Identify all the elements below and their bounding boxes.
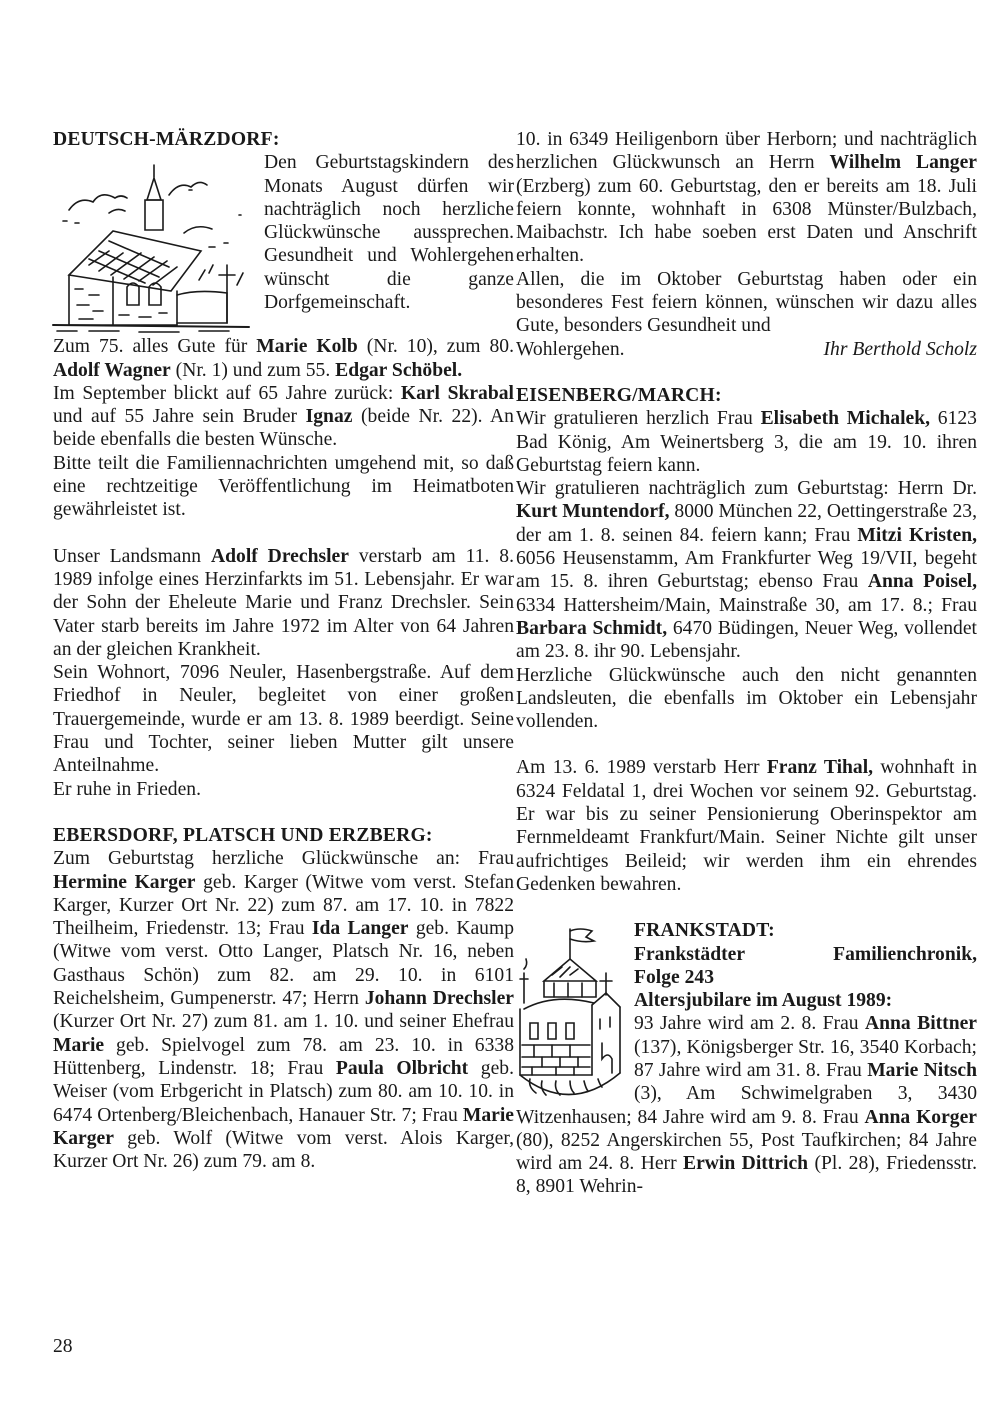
greeting-paragraph: Herzliche Glückwünsche auch den nicht genannten Landsleuten, die ebenfalls im Oktober ein Lebensjahr vollenden. bbox=[516, 664, 977, 733]
person-name: Adolf Drechsler bbox=[210, 545, 349, 567]
section-heading-ebersdorf: EBERSDORF, PLATSCH UND ERZBERG: bbox=[53, 824, 433, 846]
birthday-paragraph: Wir gratulieren nachträglich zum Geburtstag: Herrn Dr. Kurt Muntendorf, 8000 München 22, Oettingerstraße 23, der am 1. 8. seinen 84. feiern kann; Frau Mitzi Kristen, 6056 Heusenstamm, Am Frankfurter Weg 19/VII, begeht am 15. 8. ihren Geburtstag; ebenso Frau Anna Poisel, 6334 Hattersheim/Main, Mainstraße 30, am 17. 8.; Frau Barbara Schmidt, 6470 Büdingen, Neuer Weg, vollendet am 23. 8. ihr 90. Lebensjahr. bbox=[516, 478, 977, 663]
notice-paragraph: Bitte teilt die Familiennachrichten umgehend mit, so daß eine rechtzeitige Veröffentlichung im Heimatboten gewährleistet ist. bbox=[53, 452, 514, 521]
person-name: Anna Korger bbox=[864, 1106, 977, 1128]
chronicle-subheading: Frankstädter Familienchronik, bbox=[634, 943, 977, 965]
person-name: Marie bbox=[53, 1034, 105, 1056]
person-name: Hermine Karger bbox=[53, 871, 196, 893]
chronicle-episode: Folge 243 bbox=[634, 966, 714, 988]
person-name: Erwin Dittrich bbox=[683, 1153, 809, 1175]
jubilee-subheading: Altersjubilare im August 1989: bbox=[634, 990, 893, 1012]
person-name: Mitzi Kristen, bbox=[857, 524, 977, 546]
obituary-paragraph: Sein Wohnort, 7096 Neuler, Hasenbergstraße. Auf dem Friedhof in Neuler, begleitet von einer großen Trauergemeinde, wurde er am 13. 8. 1989 beerdigt. Seine Frau und Tochter, seiner lieben Mutter gilt unsere Anteilnahme. bbox=[53, 662, 514, 777]
birthday-paragraph: Zum Geburtstag herzliche Glückwünsche an: Frau Hermine Karger geb. Karger (Witwe vom verst. Stefan Karger, Kurzer Ort Nr. 22) zum 87. am 17. 10. in 7822 Theilheim, Friedenstr. 13; Frau Ida Langer geb. Kaump (Witwe vom verst. Otto Langer, Platsch Nr. 16, neben Gasthaus Schön) zum 82. am 29. 10. in 6101 Reichelsheim, Gumpenerstr. 47; Herrn Johann Drechsler (Kurzer Ort Nr. 27) zum 81. am 1. 10. und seiner Ehefrau Marie geb. Spielvogel zum 78. am 23. 10. in 6338 Hüttenberg, Lindenstr. 18; Frau Paula Olbricht geb. Weiser (vom Erbgericht in Platsch) zum 80. am 10. 10. in 6474 Ortenberg/Bleichenbach, Hanauer Str. 7; Frau Marie Karger geb. Wolf (Witwe vom verst. Alois Karger, Kurzer Ort Nr. 26) zum 79. am 8. bbox=[53, 848, 514, 1173]
chapel-illustration-icon bbox=[49, 155, 254, 335]
obituary-paragraph: Unser Landsmann Adolf Drechsler verstarb am 11. 8. 1989 infolge eines Herzinfarkts im 51. Lebensjahr. Er war der Sohn der Eheleute Marie und Franz Drechsler. Sein Vater starb bereits im Jahre 1972 im Alter von 64 Jahren an der gleichen Krankheit. bbox=[53, 545, 514, 660]
person-name: Ignaz bbox=[305, 406, 353, 428]
person-name: Anna Poisel, bbox=[867, 571, 977, 593]
person-name: Johann Drechsler bbox=[364, 988, 514, 1010]
person-name: Marie Kolb bbox=[256, 336, 358, 358]
birthday-paragraph: Im September blickt auf 65 Jahre zurück: Karl Skrabal und auf 55 Jahre sein Bruder Ignaz (beide Nr. 22). An beide ebenfalls die besten Wünsche. bbox=[53, 382, 514, 451]
section-intro-text: Den Geburtstagskindern des Monats August dürfen wir nachträglich noch herzliche Glückwünsche aussprechen. Gesundheit und Wohlergehen wünscht die ganze Dorfgemeinschaft. bbox=[264, 152, 514, 314]
castle-tower-illustration-icon bbox=[512, 923, 624, 1098]
page-number: 28 bbox=[53, 1336, 73, 1357]
section-heading-eisenberg: EISENBERG/MARCH: bbox=[516, 384, 722, 406]
birthday-paragraph: Wir gratulieren herzlich Frau Elisabeth Michalek, 6123 Bad König, Am Weinertsberg 3, die am 19. 10. ihren Geburtstag feiern kann. bbox=[516, 408, 977, 476]
author-signature: Ihr Berthold Scholz bbox=[823, 338, 977, 360]
person-name: Barbara Schmidt, bbox=[516, 617, 668, 639]
jubilee-paragraph: 93 Jahre wird am 2. 8. Frau Anna Bittner (137), Königsberger Str. 16, 3540 Korbach; 87 Jahre wird am 31. 8. Frau Marie Nitsch (3), Am Schwimelgraben 3, 3430 Witzenhausen; 84 Jahre wird am 9. 8. Frau Anna Korger (80), 8252 Angerskirchen 55, Post Taufkirchen; 84 Jahre wird am 24. 8. Herr Erwin Dittrich (Pl. 28), Friedensstr. 8, 8901 Wehrin- bbox=[516, 1013, 977, 1198]
person-name: Kurt Muntendorf, bbox=[516, 501, 670, 523]
left-column bbox=[53, 128, 514, 1173]
person-name: Anna Bittner bbox=[864, 1013, 977, 1035]
obituary-closing: Er ruhe in Frieden. bbox=[53, 778, 201, 800]
person-name: Karl Skrabal bbox=[400, 382, 514, 404]
person-name: Wilhelm Langer bbox=[829, 152, 977, 174]
person-name: Ida Langer bbox=[311, 918, 409, 940]
birthday-paragraph: Zum 75. alles Gute für Marie Kolb (Nr. 10), zum 80. Adolf Wagner (Nr. 1) und zum 55. Edgar Schöbel. bbox=[53, 336, 514, 381]
signature-line: Wohlergehen. Ihr Berthold Scholz bbox=[516, 338, 977, 360]
person-name: Marie Nitsch bbox=[867, 1059, 977, 1081]
birthday-paragraph-continued: 10. in 6349 Heiligenborn über Herborn; und nachträglich herzlichen Glückwunsch an Herrn Wilhelm Langer (Erzberg) zum 60. Geburtstag, den er bereits am 18. Juli feiern konnte, wohnhaft in 6308 Münster/Bulzbach, Maibachstr. Ich habe soeben erst Daten und Anschrift erhalten. bbox=[516, 129, 977, 267]
obituary-paragraph: Am 13. 6. 1989 verstarb Herr Franz Tihal, wohnhaft in 6324 Feldatal 1, drei Wochen vor seinem 92. Geburtstag. Er war bis zu seiner Pensionierung Oberinspektor am Fernmeldeamt Frankfurt/Main. Seiner Nichte gilt unser aufrichtiges Beileid; wir werden ihm ein ehrendes Gedenken bewahren. bbox=[516, 757, 978, 895]
person-name: Paula Olbricht bbox=[335, 1057, 469, 1079]
right-column bbox=[516, 128, 977, 1199]
person-name: Elisabeth Michalek, bbox=[760, 408, 931, 430]
section-heading-deutsch-maerzdorf: DEUTSCH-MÄRZDORF: bbox=[53, 129, 280, 150]
person-name: Adolf Wagner bbox=[53, 359, 171, 381]
person-name: Marie Karger bbox=[53, 1104, 514, 1149]
section-heading-frankstadt: FRANKSTADT: bbox=[634, 920, 775, 942]
person-name: Franz Tihal, bbox=[766, 757, 874, 779]
person-name: Edgar Schöbel. bbox=[335, 359, 463, 381]
greeting-paragraph: Allen, die im Oktober Geburtstag haben oder ein besonderes Fest feiern können, wünschen wir dazu alles Gute, besonders Gesundheit und bbox=[516, 268, 977, 337]
